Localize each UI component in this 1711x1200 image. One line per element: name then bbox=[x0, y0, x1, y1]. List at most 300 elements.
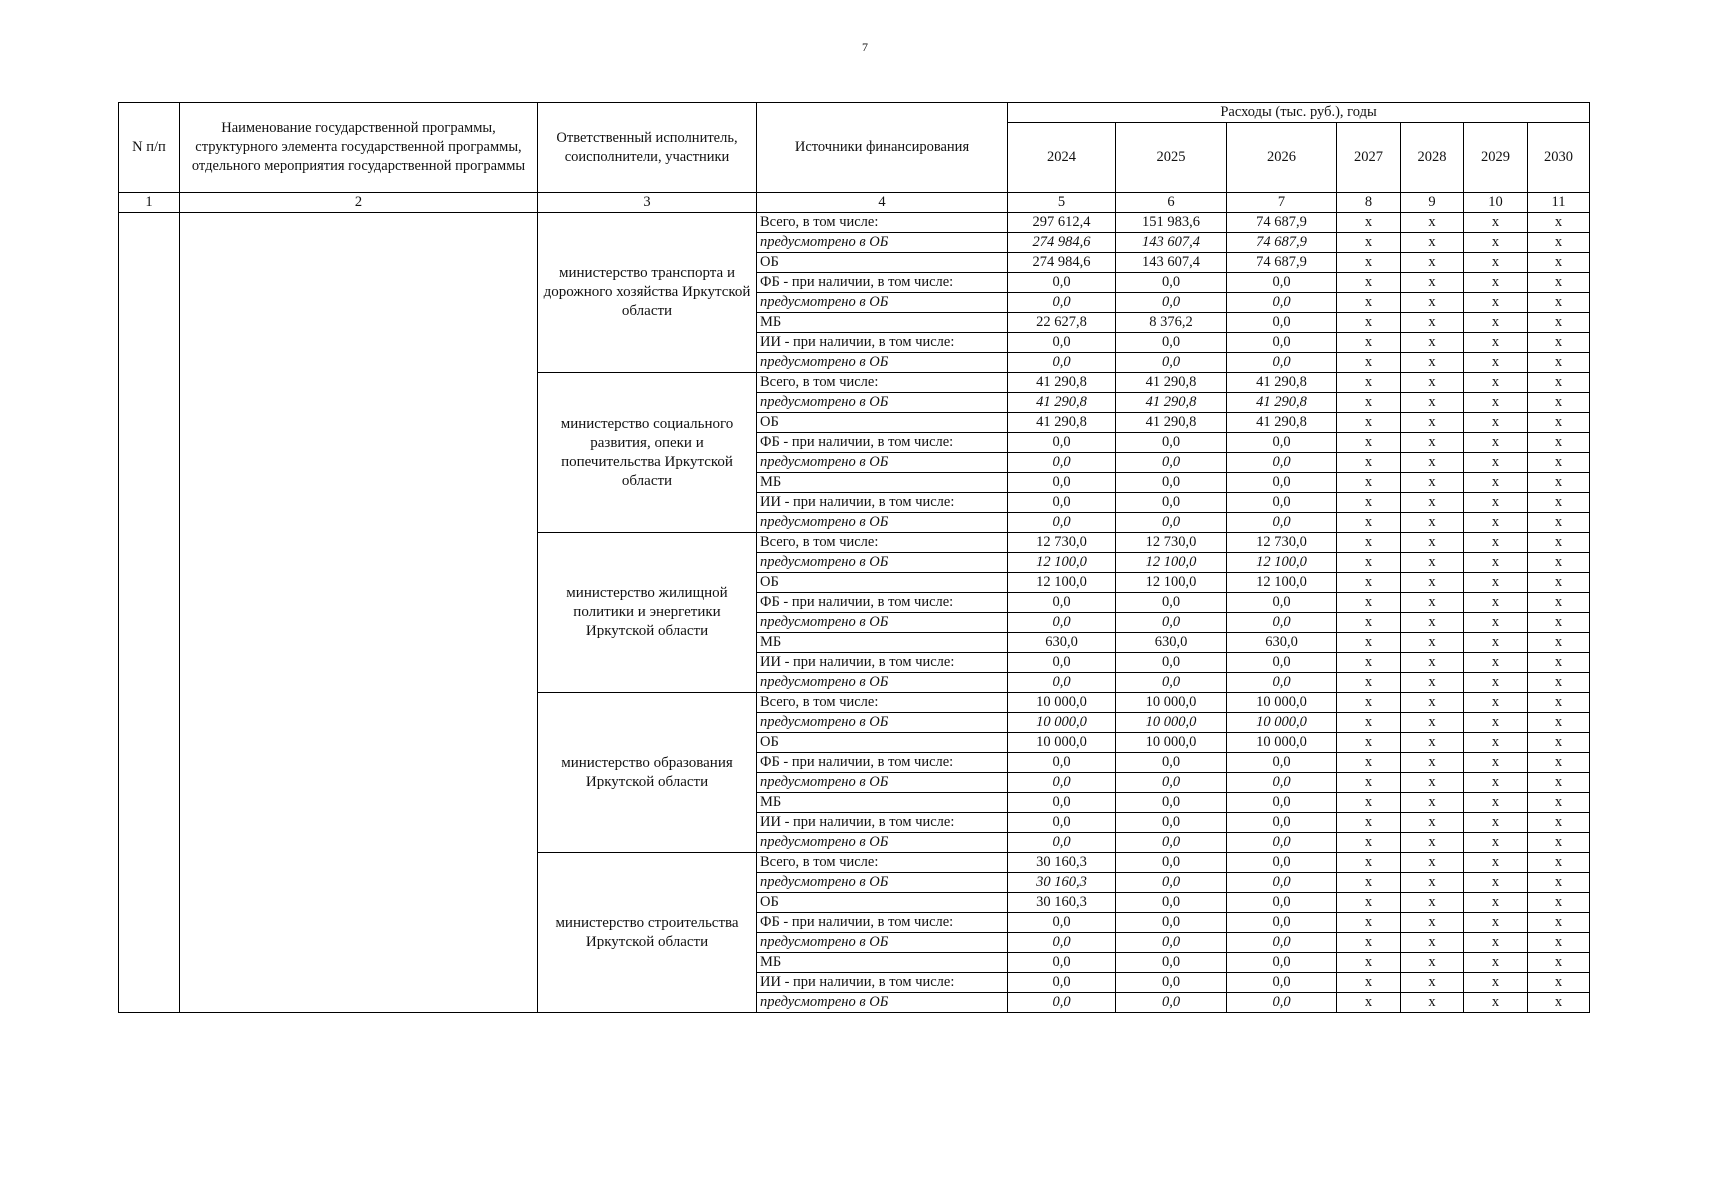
source-cell: ФБ - при наличии, в том числе: bbox=[757, 753, 1008, 773]
amount-cell: 0,0 bbox=[1227, 433, 1337, 453]
amount-cell: 0,0 bbox=[1227, 473, 1337, 493]
source-cell: ОБ bbox=[757, 893, 1008, 913]
x-cell: х bbox=[1401, 893, 1464, 913]
header-year: 2029 bbox=[1464, 123, 1528, 193]
source-cell: предусмотрено в ОБ bbox=[757, 453, 1008, 473]
amount-cell: 0,0 bbox=[1008, 793, 1116, 813]
amount-cell: 0,0 bbox=[1008, 993, 1116, 1013]
x-cell: х bbox=[1337, 933, 1401, 953]
amount-cell: 630,0 bbox=[1116, 633, 1227, 653]
x-cell: х bbox=[1337, 573, 1401, 593]
x-cell: х bbox=[1464, 373, 1528, 393]
x-cell: х bbox=[1337, 853, 1401, 873]
x-cell: х bbox=[1464, 953, 1528, 973]
column-numbers-row bbox=[119, 193, 1590, 213]
source-cell: предусмотрено в ОБ bbox=[757, 673, 1008, 693]
x-cell: х bbox=[1401, 693, 1464, 713]
x-cell: х bbox=[1528, 553, 1590, 573]
source-cell: предусмотрено в ОБ bbox=[757, 833, 1008, 853]
amount-cell: 12 730,0 bbox=[1008, 533, 1116, 553]
amount-cell: 0,0 bbox=[1227, 833, 1337, 853]
source-cell: ФБ - при наличии, в том числе: bbox=[757, 273, 1008, 293]
x-cell: х bbox=[1464, 633, 1528, 653]
source-cell: Всего, в том числе: bbox=[757, 693, 1008, 713]
x-cell: х bbox=[1337, 713, 1401, 733]
source-cell: ФБ - при наличии, в том числе: bbox=[757, 593, 1008, 613]
x-cell: х bbox=[1464, 513, 1528, 533]
amount-cell: 0,0 bbox=[1116, 433, 1227, 453]
amount-cell: 0,0 bbox=[1227, 753, 1337, 773]
x-cell: х bbox=[1528, 893, 1590, 913]
amount-cell: 0,0 bbox=[1008, 513, 1116, 533]
num-cell-empty bbox=[119, 213, 180, 1013]
x-cell: х bbox=[1337, 533, 1401, 553]
x-cell: х bbox=[1401, 433, 1464, 453]
amount-cell: 0,0 bbox=[1227, 493, 1337, 513]
amount-cell: 41 290,8 bbox=[1116, 413, 1227, 433]
x-cell: х bbox=[1464, 273, 1528, 293]
x-cell: х bbox=[1337, 413, 1401, 433]
amount-cell: 12 100,0 bbox=[1116, 553, 1227, 573]
amount-cell: 0,0 bbox=[1227, 953, 1337, 973]
x-cell: х bbox=[1528, 473, 1590, 493]
x-cell: х bbox=[1401, 373, 1464, 393]
source-cell: предусмотрено в ОБ bbox=[757, 713, 1008, 733]
x-cell: х bbox=[1337, 893, 1401, 913]
amount-cell: 0,0 bbox=[1227, 333, 1337, 353]
source-cell: предусмотрено в ОБ bbox=[757, 393, 1008, 413]
x-cell: х bbox=[1337, 433, 1401, 453]
x-cell: х bbox=[1401, 613, 1464, 633]
amount-cell: 0,0 bbox=[1008, 493, 1116, 513]
x-cell: х bbox=[1464, 313, 1528, 333]
x-cell: х bbox=[1464, 453, 1528, 473]
source-cell: МБ bbox=[757, 313, 1008, 333]
x-cell: х bbox=[1528, 673, 1590, 693]
amount-cell: 0,0 bbox=[1227, 853, 1337, 873]
x-cell: х bbox=[1528, 853, 1590, 873]
source-cell: предусмотрено в ОБ bbox=[757, 293, 1008, 313]
amount-cell: 0,0 bbox=[1227, 273, 1337, 293]
x-cell: х bbox=[1337, 393, 1401, 413]
x-cell: х bbox=[1401, 513, 1464, 533]
x-cell: х bbox=[1464, 933, 1528, 953]
x-cell: х bbox=[1528, 413, 1590, 433]
amount-cell: 12 100,0 bbox=[1116, 573, 1227, 593]
column-number: 4 bbox=[757, 193, 1008, 213]
x-cell: х bbox=[1528, 373, 1590, 393]
amount-cell: 0,0 bbox=[1116, 873, 1227, 893]
x-cell: х bbox=[1528, 353, 1590, 373]
table-row bbox=[119, 213, 1590, 233]
x-cell: х bbox=[1528, 833, 1590, 853]
amount-cell: 0,0 bbox=[1008, 293, 1116, 313]
x-cell: х bbox=[1464, 853, 1528, 873]
amount-cell: 0,0 bbox=[1008, 773, 1116, 793]
amount-cell: 0,0 bbox=[1008, 453, 1116, 473]
header-year: 2024 bbox=[1008, 123, 1116, 193]
page-number: 7 bbox=[862, 40, 868, 54]
x-cell: х bbox=[1464, 393, 1528, 413]
amount-cell: 41 290,8 bbox=[1008, 393, 1116, 413]
amount-cell: 12 100,0 bbox=[1227, 553, 1337, 573]
amount-cell: 143 607,4 bbox=[1116, 233, 1227, 253]
x-cell: х bbox=[1528, 873, 1590, 893]
amount-cell: 0,0 bbox=[1116, 453, 1227, 473]
source-cell: ОБ bbox=[757, 733, 1008, 753]
x-cell: х bbox=[1528, 533, 1590, 553]
x-cell: х bbox=[1528, 213, 1590, 233]
amount-cell: 0,0 bbox=[1008, 353, 1116, 373]
amount-cell: 41 290,8 bbox=[1116, 393, 1227, 413]
x-cell: х bbox=[1401, 593, 1464, 613]
x-cell: х bbox=[1401, 253, 1464, 273]
header-source: Источники финансирования bbox=[757, 103, 1008, 193]
x-cell: х bbox=[1337, 273, 1401, 293]
amount-cell: 0,0 bbox=[1116, 353, 1227, 373]
x-cell: х bbox=[1528, 233, 1590, 253]
x-cell: х bbox=[1401, 393, 1464, 413]
x-cell: х bbox=[1528, 993, 1590, 1013]
x-cell: х bbox=[1337, 653, 1401, 673]
x-cell: х bbox=[1337, 353, 1401, 373]
x-cell: х bbox=[1401, 533, 1464, 553]
amount-cell: 0,0 bbox=[1008, 273, 1116, 293]
x-cell: х bbox=[1464, 873, 1528, 893]
x-cell: х bbox=[1337, 513, 1401, 533]
source-cell: Всего, в том числе: bbox=[757, 853, 1008, 873]
x-cell: х bbox=[1464, 333, 1528, 353]
x-cell: х bbox=[1528, 513, 1590, 533]
amount-cell: 0,0 bbox=[1116, 653, 1227, 673]
x-cell: х bbox=[1464, 213, 1528, 233]
x-cell: х bbox=[1401, 733, 1464, 753]
x-cell: х bbox=[1401, 973, 1464, 993]
source-cell: МБ bbox=[757, 793, 1008, 813]
amount-cell: 0,0 bbox=[1227, 453, 1337, 473]
x-cell: х bbox=[1464, 573, 1528, 593]
amount-cell: 0,0 bbox=[1116, 853, 1227, 873]
amount-cell: 0,0 bbox=[1116, 913, 1227, 933]
x-cell: х bbox=[1528, 393, 1590, 413]
amount-cell: 10 000,0 bbox=[1008, 693, 1116, 713]
amount-cell: 12 100,0 bbox=[1227, 573, 1337, 593]
source-cell: МБ bbox=[757, 633, 1008, 653]
x-cell: х bbox=[1337, 233, 1401, 253]
amount-cell: 0,0 bbox=[1008, 973, 1116, 993]
amount-cell: 297 612,4 bbox=[1008, 213, 1116, 233]
amount-cell: 0,0 bbox=[1116, 813, 1227, 833]
amount-cell: 0,0 bbox=[1008, 953, 1116, 973]
amount-cell: 10 000,0 bbox=[1008, 713, 1116, 733]
x-cell: х bbox=[1528, 793, 1590, 813]
amount-cell: 12 730,0 bbox=[1227, 533, 1337, 553]
x-cell: х bbox=[1401, 853, 1464, 873]
source-cell: предусмотрено в ОБ bbox=[757, 233, 1008, 253]
header-year: 2030 bbox=[1528, 123, 1590, 193]
amount-cell: 0,0 bbox=[1008, 933, 1116, 953]
x-cell: х bbox=[1528, 733, 1590, 753]
x-cell: х bbox=[1401, 653, 1464, 673]
x-cell: х bbox=[1401, 713, 1464, 733]
x-cell: х bbox=[1528, 593, 1590, 613]
column-number: 10 bbox=[1464, 193, 1528, 213]
x-cell: х bbox=[1528, 913, 1590, 933]
amount-cell: 0,0 bbox=[1008, 833, 1116, 853]
x-cell: х bbox=[1337, 373, 1401, 393]
x-cell: х bbox=[1464, 473, 1528, 493]
x-cell: х bbox=[1464, 653, 1528, 673]
x-cell: х bbox=[1528, 933, 1590, 953]
source-cell: предусмотрено в ОБ bbox=[757, 613, 1008, 633]
x-cell: х bbox=[1464, 593, 1528, 613]
amount-cell: 0,0 bbox=[1227, 913, 1337, 933]
amount-cell: 0,0 bbox=[1116, 593, 1227, 613]
x-cell: х bbox=[1401, 673, 1464, 693]
header-executor: Ответственный исполнитель, соисполнители, участники bbox=[538, 103, 757, 193]
x-cell: х bbox=[1337, 733, 1401, 753]
x-cell: х bbox=[1337, 913, 1401, 933]
x-cell: х bbox=[1528, 293, 1590, 313]
amount-cell: 8 376,2 bbox=[1116, 313, 1227, 333]
amount-cell: 0,0 bbox=[1227, 313, 1337, 333]
x-cell: х bbox=[1464, 993, 1528, 1013]
amount-cell: 0,0 bbox=[1008, 673, 1116, 693]
column-number: 5 bbox=[1008, 193, 1116, 213]
amount-cell: 12 100,0 bbox=[1008, 573, 1116, 593]
x-cell: х bbox=[1401, 453, 1464, 473]
x-cell: х bbox=[1401, 813, 1464, 833]
x-cell: х bbox=[1464, 693, 1528, 713]
amount-cell: 0,0 bbox=[1008, 593, 1116, 613]
amount-cell: 10 000,0 bbox=[1116, 733, 1227, 753]
x-cell: х bbox=[1464, 913, 1528, 933]
header-year: 2026 bbox=[1227, 123, 1337, 193]
amount-cell: 0,0 bbox=[1116, 833, 1227, 853]
x-cell: х bbox=[1528, 493, 1590, 513]
x-cell: х bbox=[1528, 973, 1590, 993]
x-cell: х bbox=[1464, 833, 1528, 853]
amount-cell: 0,0 bbox=[1008, 613, 1116, 633]
amount-cell: 41 290,8 bbox=[1227, 393, 1337, 413]
x-cell: х bbox=[1401, 473, 1464, 493]
x-cell: х bbox=[1528, 693, 1590, 713]
amount-cell: 0,0 bbox=[1116, 953, 1227, 973]
x-cell: х bbox=[1528, 333, 1590, 353]
amount-cell: 0,0 bbox=[1116, 893, 1227, 913]
x-cell: х bbox=[1401, 873, 1464, 893]
header-expenses: Расходы (тыс. руб.), годы bbox=[1008, 103, 1590, 123]
x-cell: х bbox=[1401, 753, 1464, 773]
amount-cell: 41 290,8 bbox=[1227, 373, 1337, 393]
x-cell: х bbox=[1401, 553, 1464, 573]
amount-cell: 0,0 bbox=[1116, 753, 1227, 773]
source-cell: предусмотрено в ОБ bbox=[757, 353, 1008, 373]
amount-cell: 12 730,0 bbox=[1116, 533, 1227, 553]
source-cell: предусмотрено в ОБ bbox=[757, 553, 1008, 573]
amount-cell: 0,0 bbox=[1116, 673, 1227, 693]
x-cell: х bbox=[1528, 573, 1590, 593]
x-cell: х bbox=[1464, 433, 1528, 453]
column-number: 2 bbox=[180, 193, 538, 213]
column-number: 6 bbox=[1116, 193, 1227, 213]
x-cell: х bbox=[1528, 433, 1590, 453]
x-cell: х bbox=[1528, 633, 1590, 653]
amount-cell: 0,0 bbox=[1227, 893, 1337, 913]
amount-cell: 41 290,8 bbox=[1008, 373, 1116, 393]
amount-cell: 0,0 bbox=[1116, 293, 1227, 313]
amount-cell: 12 100,0 bbox=[1008, 553, 1116, 573]
amount-cell: 0,0 bbox=[1116, 993, 1227, 1013]
x-cell: х bbox=[1464, 553, 1528, 573]
amount-cell: 0,0 bbox=[1116, 933, 1227, 953]
x-cell: х bbox=[1464, 493, 1528, 513]
amount-cell: 0,0 bbox=[1008, 473, 1116, 493]
amount-cell: 0,0 bbox=[1227, 973, 1337, 993]
amount-cell: 0,0 bbox=[1227, 873, 1337, 893]
executor-cell: министерство образования Иркутской области bbox=[538, 693, 757, 853]
source-cell: МБ bbox=[757, 473, 1008, 493]
amount-cell: 0,0 bbox=[1227, 793, 1337, 813]
amount-cell: 74 687,9 bbox=[1227, 253, 1337, 273]
amount-cell: 0,0 bbox=[1227, 513, 1337, 533]
x-cell: х bbox=[1401, 273, 1464, 293]
x-cell: х bbox=[1464, 673, 1528, 693]
amount-cell: 143 607,4 bbox=[1116, 253, 1227, 273]
x-cell: х bbox=[1528, 613, 1590, 633]
amount-cell: 0,0 bbox=[1116, 973, 1227, 993]
x-cell: х bbox=[1401, 573, 1464, 593]
financing-table bbox=[118, 102, 1590, 1013]
source-cell: ФБ - при наличии, в том числе: bbox=[757, 913, 1008, 933]
amount-cell: 10 000,0 bbox=[1227, 693, 1337, 713]
amount-cell: 0,0 bbox=[1116, 793, 1227, 813]
x-cell: х bbox=[1337, 613, 1401, 633]
x-cell: х bbox=[1464, 813, 1528, 833]
header-year: 2025 bbox=[1116, 123, 1227, 193]
column-number: 1 bbox=[119, 193, 180, 213]
x-cell: х bbox=[1528, 273, 1590, 293]
x-cell: х bbox=[1528, 453, 1590, 473]
amount-cell: 0,0 bbox=[1008, 653, 1116, 673]
amount-cell: 0,0 bbox=[1116, 473, 1227, 493]
x-cell: х bbox=[1337, 833, 1401, 853]
x-cell: х bbox=[1337, 953, 1401, 973]
x-cell: х bbox=[1528, 813, 1590, 833]
executor-cell: министерство социального развития, опеки и попечительства Иркутской области bbox=[538, 373, 757, 533]
x-cell: х bbox=[1464, 733, 1528, 753]
x-cell: х bbox=[1401, 993, 1464, 1013]
amount-cell: 22 627,8 bbox=[1008, 313, 1116, 333]
amount-cell: 630,0 bbox=[1227, 633, 1337, 653]
x-cell: х bbox=[1464, 893, 1528, 913]
x-cell: х bbox=[1528, 953, 1590, 973]
source-cell: предусмотрено в ОБ bbox=[757, 933, 1008, 953]
amount-cell: 0,0 bbox=[1008, 753, 1116, 773]
amount-cell: 151 983,6 bbox=[1116, 213, 1227, 233]
source-cell: предусмотрено в ОБ bbox=[757, 773, 1008, 793]
x-cell: х bbox=[1528, 773, 1590, 793]
source-cell: ИИ - при наличии, в том числе: bbox=[757, 493, 1008, 513]
x-cell: х bbox=[1337, 873, 1401, 893]
source-cell: МБ bbox=[757, 953, 1008, 973]
x-cell: х bbox=[1401, 233, 1464, 253]
x-cell: х bbox=[1464, 713, 1528, 733]
x-cell: х bbox=[1337, 253, 1401, 273]
source-cell: предусмотрено в ОБ bbox=[757, 993, 1008, 1013]
x-cell: х bbox=[1528, 753, 1590, 773]
x-cell: х bbox=[1337, 313, 1401, 333]
x-cell: х bbox=[1464, 613, 1528, 633]
source-cell: ОБ bbox=[757, 253, 1008, 273]
x-cell: х bbox=[1337, 993, 1401, 1013]
amount-cell: 10 000,0 bbox=[1227, 713, 1337, 733]
amount-cell: 0,0 bbox=[1227, 673, 1337, 693]
amount-cell: 41 290,8 bbox=[1227, 413, 1337, 433]
amount-cell: 0,0 bbox=[1008, 913, 1116, 933]
column-number: 7 bbox=[1227, 193, 1337, 213]
x-cell: х bbox=[1528, 253, 1590, 273]
x-cell: х bbox=[1464, 973, 1528, 993]
amount-cell: 0,0 bbox=[1227, 813, 1337, 833]
x-cell: х bbox=[1464, 533, 1528, 553]
x-cell: х bbox=[1337, 473, 1401, 493]
x-cell: х bbox=[1337, 493, 1401, 513]
amount-cell: 0,0 bbox=[1008, 333, 1116, 353]
source-cell: ИИ - при наличии, в том числе: bbox=[757, 973, 1008, 993]
amount-cell: 0,0 bbox=[1227, 993, 1337, 1013]
column-number: 8 bbox=[1337, 193, 1401, 213]
x-cell: х bbox=[1337, 793, 1401, 813]
amount-cell: 0,0 bbox=[1116, 773, 1227, 793]
amount-cell: 30 160,3 bbox=[1008, 893, 1116, 913]
header-num: N п/п bbox=[119, 103, 180, 193]
amount-cell: 630,0 bbox=[1008, 633, 1116, 653]
amount-cell: 0,0 bbox=[1227, 293, 1337, 313]
x-cell: х bbox=[1464, 233, 1528, 253]
x-cell: х bbox=[1401, 213, 1464, 233]
x-cell: х bbox=[1464, 353, 1528, 373]
x-cell: х bbox=[1464, 253, 1528, 273]
source-cell: ИИ - при наличии, в том числе: bbox=[757, 813, 1008, 833]
header-year: 2028 bbox=[1401, 123, 1464, 193]
amount-cell: 10 000,0 bbox=[1116, 713, 1227, 733]
amount-cell: 0,0 bbox=[1116, 493, 1227, 513]
amount-cell: 274 984,6 bbox=[1008, 253, 1116, 273]
x-cell: х bbox=[1337, 773, 1401, 793]
column-number: 3 bbox=[538, 193, 757, 213]
amount-cell: 0,0 bbox=[1227, 653, 1337, 673]
amount-cell: 0,0 bbox=[1227, 593, 1337, 613]
x-cell: х bbox=[1337, 553, 1401, 573]
source-cell: ИИ - при наличии, в том числе: bbox=[757, 653, 1008, 673]
source-cell: ИИ - при наличии, в том числе: bbox=[757, 333, 1008, 353]
source-cell: ОБ bbox=[757, 573, 1008, 593]
column-number: 9 bbox=[1401, 193, 1464, 213]
x-cell: х bbox=[1528, 653, 1590, 673]
x-cell: х bbox=[1337, 453, 1401, 473]
source-cell: ОБ bbox=[757, 413, 1008, 433]
amount-cell: 10 000,0 bbox=[1116, 693, 1227, 713]
source-cell: Всего, в том числе: bbox=[757, 373, 1008, 393]
x-cell: х bbox=[1401, 793, 1464, 813]
x-cell: х bbox=[1528, 713, 1590, 733]
x-cell: х bbox=[1464, 753, 1528, 773]
amount-cell: 74 687,9 bbox=[1227, 233, 1337, 253]
amount-cell: 0,0 bbox=[1227, 773, 1337, 793]
amount-cell: 0,0 bbox=[1116, 513, 1227, 533]
x-cell: х bbox=[1337, 593, 1401, 613]
